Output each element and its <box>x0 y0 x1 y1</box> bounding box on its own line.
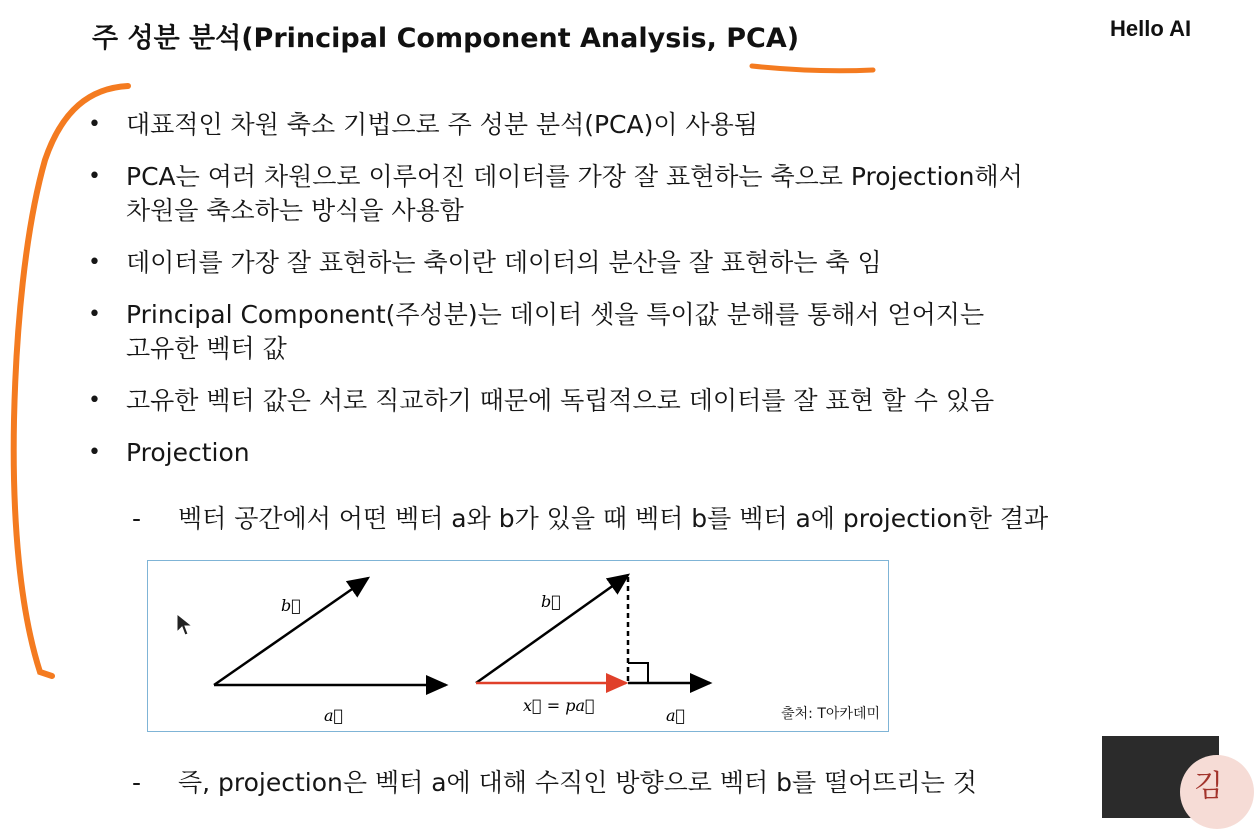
slide-title: 주 성분 분석(Principal Component Analysis, PCA) <box>92 23 800 54</box>
bullet-item <box>88 108 1208 142</box>
sub-bullet-dash: - <box>132 504 142 533</box>
bullet-list <box>88 108 1208 488</box>
bullet-text: 차원을 축소하는 방식을 사용함 <box>126 196 464 225</box>
sub-bullet-item <box>132 766 977 800</box>
right-a-label: a⃗ <box>666 706 686 725</box>
bullet-text: 대표적인 차원 축소 기법으로 주 성분 분석(PCA)이 사용됨 <box>126 110 758 139</box>
right-angle-mark <box>628 663 648 683</box>
right-b-label: b⃗ <box>541 592 561 611</box>
bullet-item <box>88 298 1208 366</box>
bullet-item <box>88 160 1208 228</box>
bullet-text: Principal Component(주성분)는 데이터 셋을 특이값 분해를 통해서 얻어지는 <box>126 300 985 329</box>
brand-label: Hello AI <box>1110 16 1192 41</box>
bullet-dot: • <box>88 250 101 275</box>
sub-bullet-text: 즉, projection은 벡터 a에 대해 수직인 방향으로 벡터 b를 떨어뜨리는 것 <box>178 768 977 797</box>
sub-bullet-text: 벡터 공간에서 어떤 벡터 a와 b가 있을 때 벡터 b를 벡터 a에 projection한 결과 <box>178 504 1049 533</box>
bullet-text: 데이터를 가장 잘 표현하는 축이란 데이터의 분산을 잘 표현하는 축 임 <box>126 248 882 277</box>
sub-bullet-dash: - <box>132 768 142 797</box>
projection-diagram <box>148 561 890 733</box>
bullet-dot: • <box>88 112 101 137</box>
bullet-text: 고유한 벡터 값 <box>126 334 287 363</box>
sub-bullet-item <box>132 502 1048 536</box>
avatar: 김 <box>1180 755 1254 829</box>
figure-source: 출처: T아카데미 <box>781 706 880 722</box>
bullet-text: 고유한 벡터 값은 서로 직교하기 때문에 독립적으로 데이터를 잘 표현 할 수 있음 <box>126 386 995 415</box>
bullet-item <box>88 246 1208 280</box>
bullet-text: PCA는 여러 차원으로 이루어진 데이터를 가장 잘 표현하는 축으로 Projection해서 <box>126 162 1023 191</box>
projection-figure <box>147 560 889 732</box>
projection-label: x⃗ = pa⃗ <box>523 696 595 715</box>
left-b-label: b⃗ <box>281 596 301 615</box>
bullet-item <box>88 436 1208 470</box>
left-a-label: a⃗ <box>324 706 344 725</box>
left-vector-b <box>214 578 368 685</box>
bullet-dot: • <box>88 164 101 189</box>
bullet-text: Projection <box>126 438 250 467</box>
mouse-cursor-icon <box>175 612 195 638</box>
bullet-dot: • <box>88 302 101 327</box>
title-underline-annotation <box>752 66 873 71</box>
bullet-item <box>88 384 1208 418</box>
bullet-dot: • <box>88 440 101 465</box>
bullet-dot: • <box>88 388 101 413</box>
